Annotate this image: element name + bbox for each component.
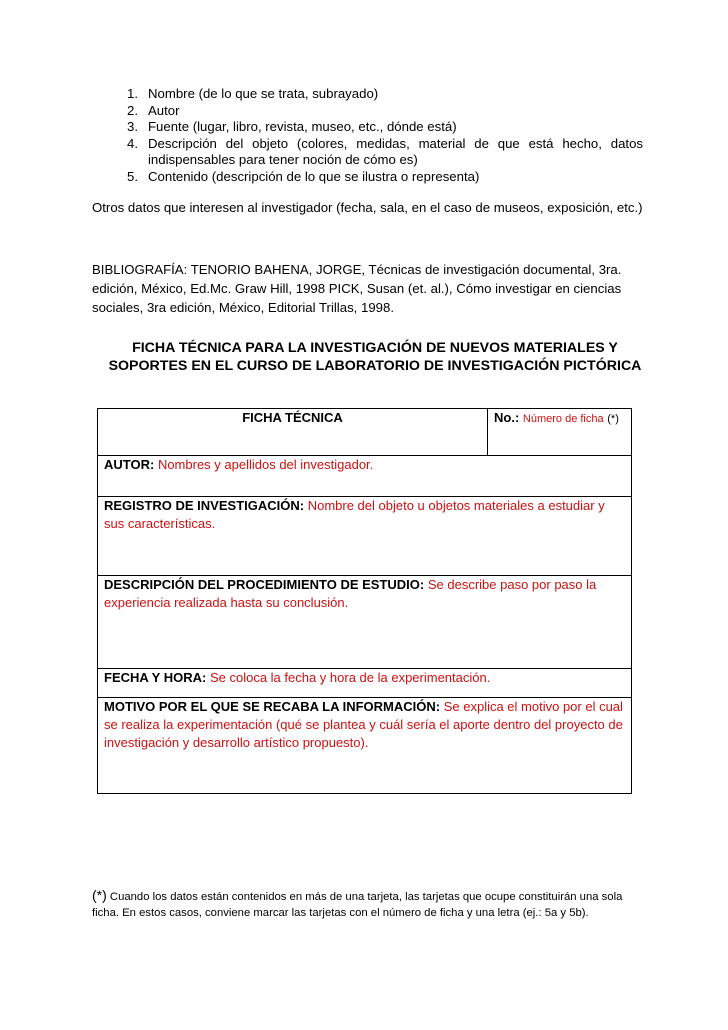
table-row [98, 456, 632, 497]
autor-label: AUTOR: [104, 457, 155, 472]
list-item-text: Descripción del objeto (colores, medidas, material de que está hecho, datos indispensables para tener noción de cómo es) [148, 135, 643, 167]
list-number: 2. [127, 102, 138, 118]
fecha-value: Se coloca la fecha y hora de la experimentación. [209, 670, 491, 685]
fecha-cell [98, 669, 632, 698]
otros-datos-paragraph: Otros datos que interesen al investigador (fecha, sala, en el caso de museos, exposición, etc.) [92, 200, 643, 215]
list-number: 4. [127, 135, 138, 151]
motivo-value: Se explica el motivo por el cual se realiza la experimentación (qué se plantea y cuál sería el aporte dentro del proyecto de investigación y desarrollo artístico propuesto). [104, 699, 623, 750]
descripcion-value: Se describe paso por paso la experiencia realizada hasta su conclusión. [104, 577, 597, 610]
list-item-text: Autor [148, 102, 180, 118]
registro-cell [98, 497, 632, 576]
table-row [98, 576, 632, 669]
number-label: No.: [494, 410, 520, 425]
motivo-cell [98, 698, 632, 794]
list-item-text: Nombre (de lo que se trata, subrayado) [148, 86, 379, 101]
list-item [113, 136, 643, 169]
ficha-header-label: FICHA TÉCNICA [98, 409, 488, 456]
list-number: 1. [127, 86, 138, 101]
registro-label: REGISTRO DE INVESTIGACIÓN: [104, 498, 305, 513]
list-item-text: Contenido (descripción de lo que se ilustra o representa) [148, 168, 480, 184]
number-mark: (*) [607, 413, 619, 425]
list-number: 5. [127, 168, 138, 184]
fecha-label: FECHA Y HORA: [104, 670, 207, 685]
list-item [113, 103, 643, 120]
footnote [92, 887, 644, 921]
descripcion-cell [98, 576, 632, 669]
list-number: 3. [127, 119, 138, 134]
table-row [98, 497, 632, 576]
table-row [98, 698, 632, 794]
autor-cell [98, 456, 632, 497]
table-row [98, 669, 632, 698]
autor-value: Nombres y apellidos del investigador. [157, 457, 374, 472]
numbered-list [113, 86, 643, 185]
footnote-text: Cuando los datos están contenidos en más de una tarjeta, las tarjetas que ocupe constituirán una sola ficha. En estos casos, conviene marcar las tarjetas con el número de ficha y una letra (ej.: 5a y 5b). [92, 891, 623, 919]
list-item [113, 169, 643, 186]
list-item [113, 119, 643, 136]
ficha-tecnica-table [97, 408, 632, 794]
number-value: Número de ficha [522, 413, 604, 425]
descripcion-label: DESCRIPCIÓN DEL PROCEDIMIENTO DE ESTUDIO: [104, 577, 425, 592]
registro-value: Nombre del objeto u objetos materiales a estudiar y sus características. [104, 498, 605, 531]
footnote-mark: (*) [92, 887, 107, 903]
list-item-text: Fuente (lugar, libro, revista, museo, etc., dónde está) [148, 119, 457, 134]
list-item [113, 86, 643, 103]
bibliography-paragraph: BIBLIOGRAFÍA: TENORIO BAHENA, JORGE, Técnicas de investigación documental, 3ra. edición, México, Ed.Mc. Graw Hill, 1998 PICK, Susan (et. al.), Cómo investigar en ciencias sociales, 3ra edición, México, Editorial Trillas, 1998. [92, 262, 622, 315]
table-row [98, 409, 632, 456]
motivo-label: MOTIVO POR EL QUE SE RECABA LA INFORMACIÓN: [104, 699, 441, 714]
ficha-number-cell [488, 409, 632, 456]
document-title: FICHA TÉCNICA PARA LA INVESTIGACIÓN DE NUEVOS MATERIALES Y SOPORTES EN EL CURSO DE LABORATORIO DE INVESTIGACIÓN PICTÓRICA [108, 340, 642, 374]
